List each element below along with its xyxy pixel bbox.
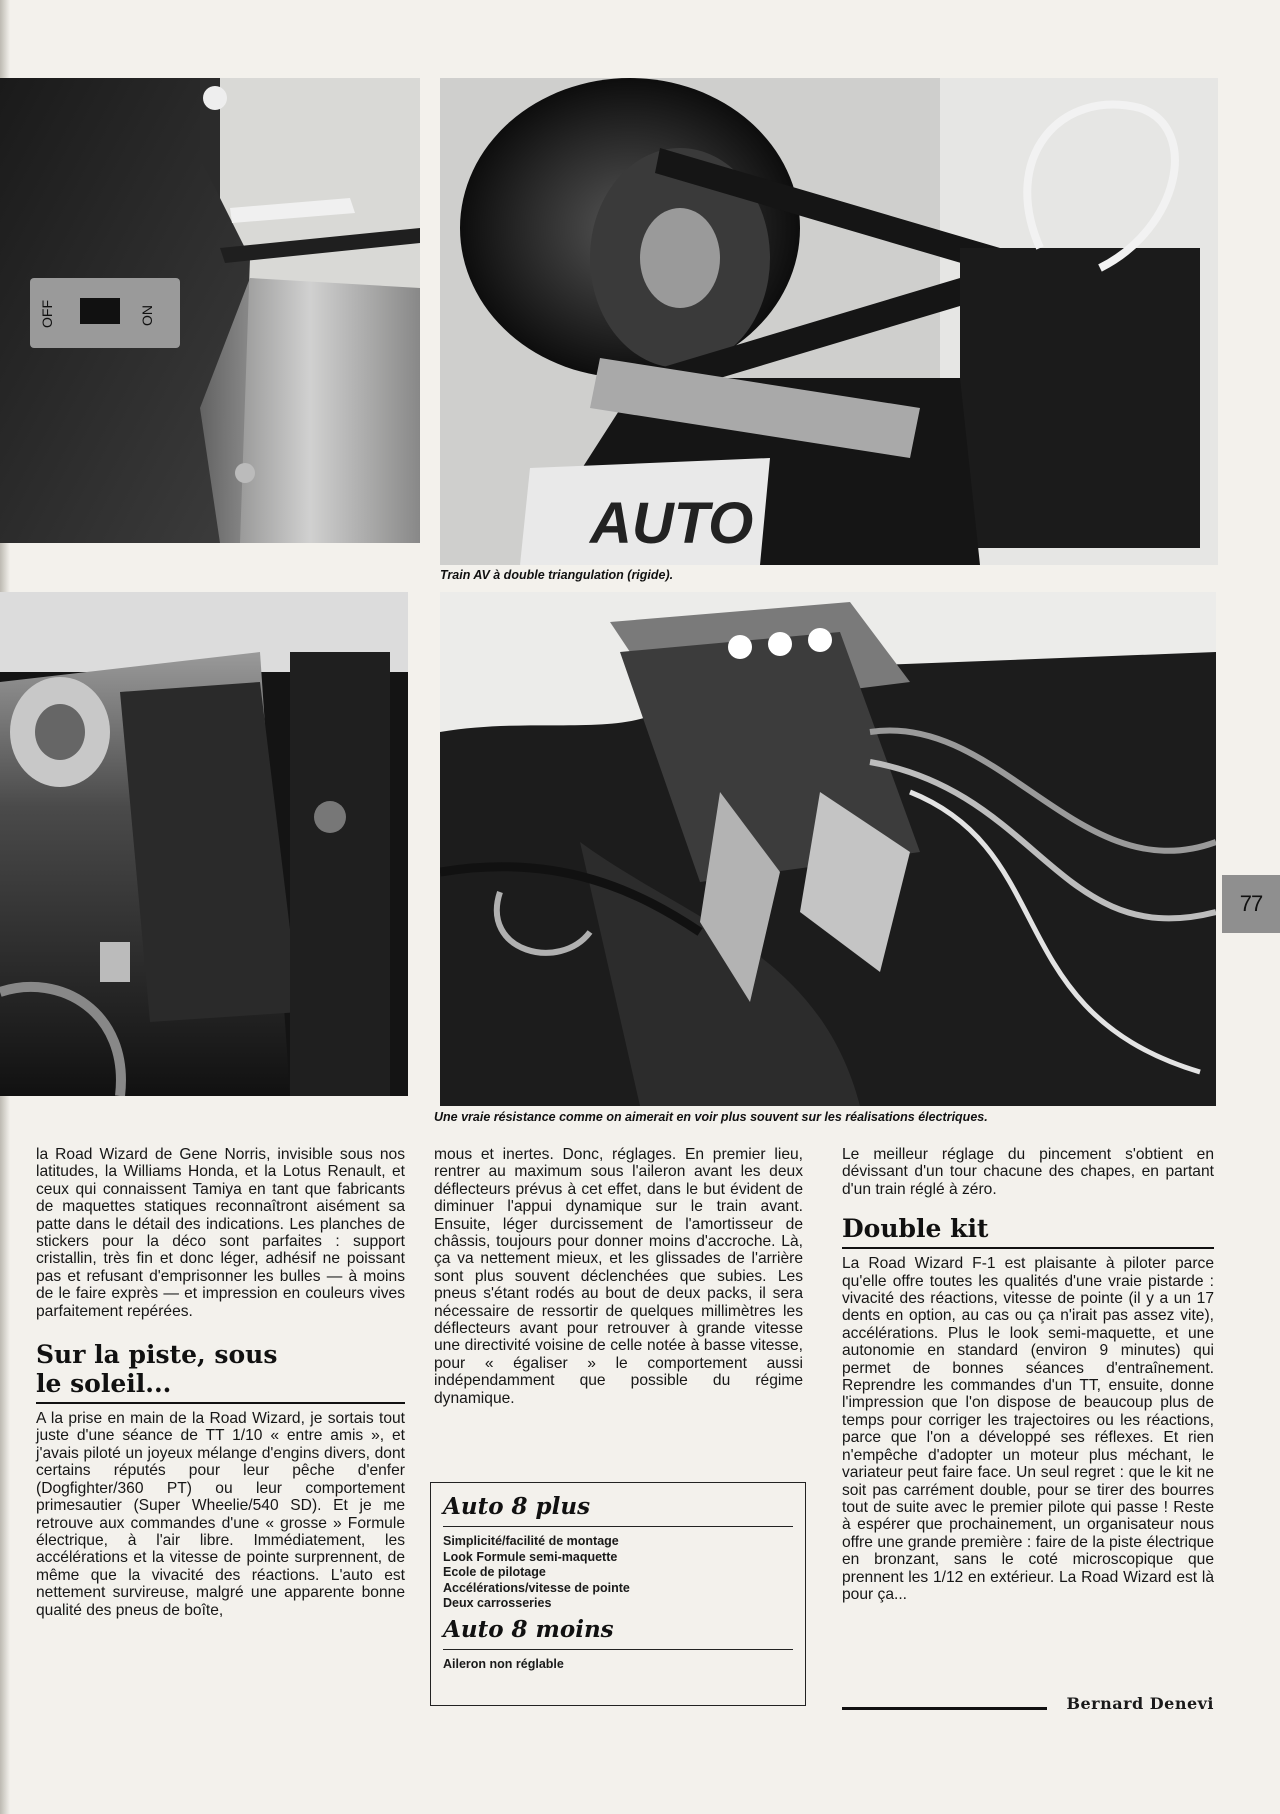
- section-heading-sur-la-piste: [36, 1340, 405, 1404]
- page-number-tab: 77: [1222, 875, 1280, 933]
- box-minus-title: Auto 8 moins: [443, 1612, 793, 1650]
- switch-panel-photo: [0, 78, 420, 543]
- auto-logo: AUTO: [590, 491, 754, 556]
- front-suspension-photo: [440, 78, 1218, 565]
- svg-text:OFF: OFF: [39, 300, 55, 328]
- col1-body-paragraph: A la prise en main de la Road Wizard, je sortais tout juste d'une séance de TT 1/10 « entre amis », et j'avais piloté un joyeux mélange d'engins divers, dont certains réputés pour leur pêche d'enfer (Dogfighter/360 PT) ou leur comportement primesautier (Super Wheelie/540 SD). Et je me retrouve aux commandes d'une « grosse » Formule électrique, à l'air libre. Immédiatement, les accélérations et la vitesse de pointe surprennent, de même que la vivacité des réactions. L'auto est nettement survireuse, malgré une apparente bonne qualité des pneus de boîte,: [36, 1410, 405, 1619]
- box-plus-item: Deux carrosseries: [443, 1596, 552, 1610]
- photo-caption-bottom: Une vraie résistance comme on aimerait en voir plus souvent sur les réalisations électriques.: [434, 1110, 988, 1124]
- article-column-3: [842, 1146, 1214, 1603]
- box-plus-item: Look Formule semi-maquette: [443, 1549, 618, 1564]
- resistor-photo: [440, 592, 1216, 1106]
- box-plus-list: [443, 1534, 793, 1612]
- col3-intro-paragraph: Le meilleur réglage du pincement s'obtient en dévissant d'un tour chacune des chapes, en partant d'un train réglé à zéro.: [842, 1146, 1214, 1198]
- box-minus-list: [443, 1657, 793, 1673]
- heading-line-1: Sur la piste, sous: [36, 1340, 278, 1370]
- box-plus-item: Accélérations/vitesse de pointe: [443, 1580, 630, 1595]
- box-plus-item: Simplicité/facilité de montage: [443, 1534, 619, 1548]
- author-signature: [842, 1694, 1214, 1714]
- section-heading-double-kit: Double kit: [842, 1214, 1214, 1249]
- svg-text:ON: ON: [139, 305, 155, 326]
- signature-rule: [842, 1707, 1047, 1710]
- box-plus-title: Auto 8 plus: [443, 1483, 793, 1527]
- box-minus-item: Aileron non réglable: [443, 1656, 564, 1671]
- box-plus-item: Ecole de pilotage: [443, 1565, 546, 1579]
- motor-photo: [0, 592, 408, 1096]
- article-column-1: [36, 1146, 405, 1619]
- col1-intro-paragraph: la Road Wizard de Gene Norris, invisible sous nos latitudes, la Williams Honda, et la Lotus Renault, et ceux qui connaissent Tamiya en tant que fabricants de maquettes statiques reconnaîtront aisément sa patte dans le détail des indications. Les planches de stickers pour la déco sont parfaites : support cristallin, très fin et donc léger, adhésif ne poissant pas et refusant d'emprisonner les bulles — à moins de le faire exprès — et impression en couleurs vives parfaitement repérées.: [36, 1146, 405, 1320]
- col3-body-paragraph: La Road Wizard F-1 est plaisante à piloter parce qu'elle offre toutes les qualités d'une vraie pistarde : vivacité des réactions, vitesse de pointe (il y a un 17 dents en option, au cas ou ça n'irait pas assez vite), accélérations. Plus le look semi-maquette, et une autonomie en standard (environ 9 minutes) qui permet de bonnes séances d'entraînement. Reprendre les commandes d'un TT, ensuite, donne l'impression que l'on dispose de beaucoup plus de temps pour corriger les trajectoires ou les réactions, parce que l'on a développé ses réflexes. Et rien n'empêche d'adopter un moteur plus méchant, le variateur peut faire face. Un seul regret : que le kit ne soit pas carrément double, pour se tirer des bourres tout de suite avec le premier pilote qui passe ! Reste à espérer que prochainement, un organisateur nous offre une grande première : faire de la piste électrique en bronzant, sans le coté microscopique que prennent les 1/12 en extérieur. La Road Wizard est là pour ça...: [842, 1255, 1214, 1603]
- author-name: Bernard Denevi: [1066, 1694, 1214, 1713]
- heading-line-2: le soleil...: [36, 1369, 172, 1399]
- article-column-2: [434, 1146, 803, 1407]
- auto8-rating-box: [430, 1482, 806, 1706]
- col2-body-paragraph: mous et inertes. Donc, réglages. En premier lieu, rentrer au maximum sous l'aileron avant les deux déflecteurs prévus à cet effet, dans le but évident de diminuer l'appui dynamique sur le train avant. Ensuite, léger durcissement de l'amortisseur de châssis, toujours pour donner moins d'accroche. Là, ça va nettement mieux, et les glissades de l'arrière sont plus souvent déclenchées que subies. Les pneus s'étant rodés au bout de deux packs, il sera nécessaire de ressortir de quelques millimètres les déflecteurs avant pour retrouver à grande vitesse une directivité voisine de celle notée à basse vitesse, pour « égaliser » le comportement aussi indépendamment que possible du régime dynamique.: [434, 1146, 803, 1407]
- photo-caption-top: Train AV à double triangulation (rigide).: [440, 568, 674, 582]
